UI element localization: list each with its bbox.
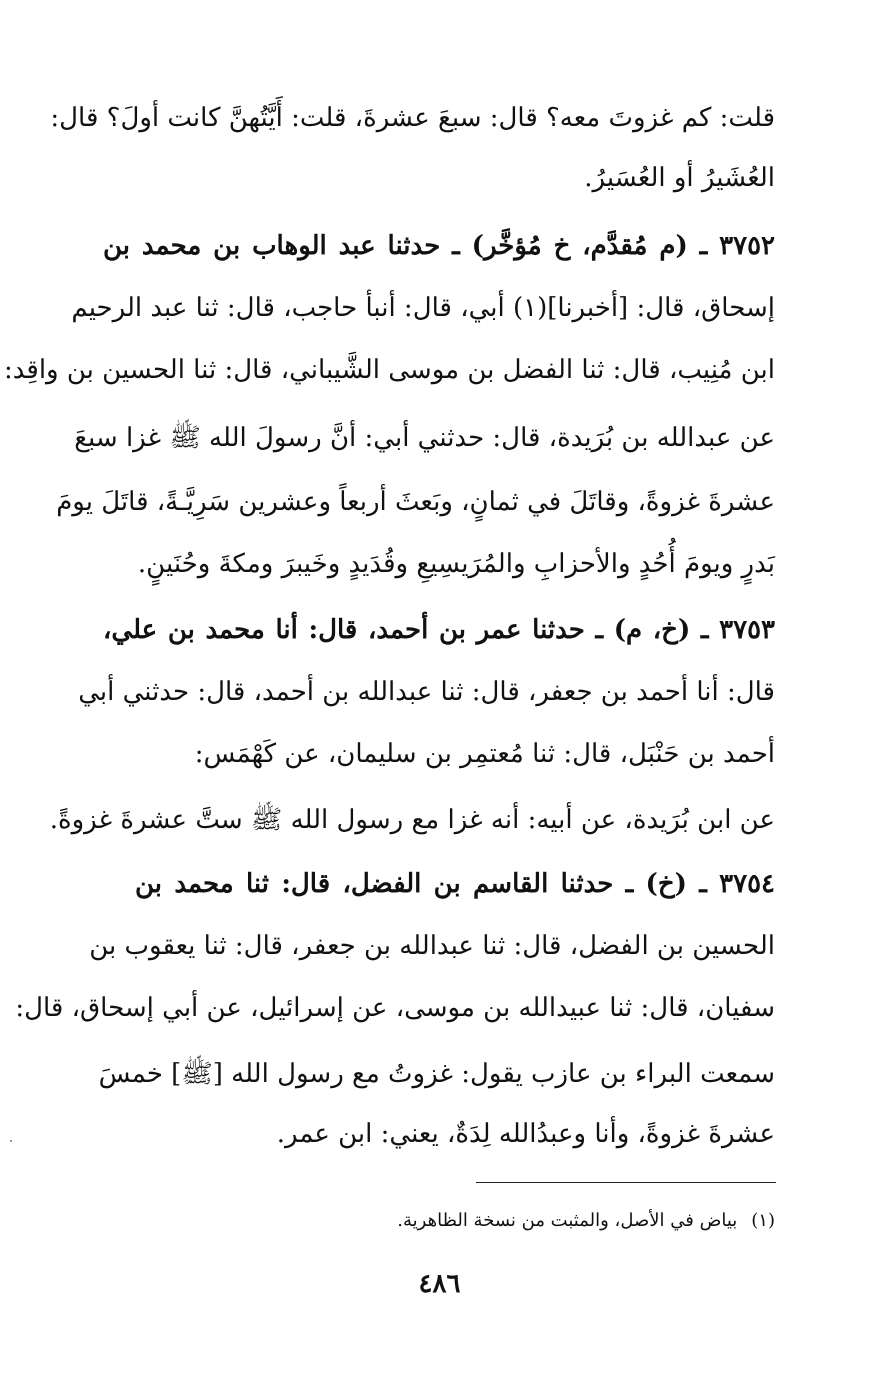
text-line: سفيان، قال: ثنا عبيدالله بن موسى، عن إسرائيل، عن أبي إسحاق، قال: [15, 993, 775, 1023]
text-line: العُشَيرُ أو العُسَيرُ. [584, 163, 775, 193]
text-line: قلت: كم غزوتَ معه؟ قال: سبعَ عشرةَ، قلت: أَيَّتُهنَّ كانت أولَ؟ قال: [50, 103, 775, 133]
footnote-text: بياض في الأصل، والمثبت من نسخة الظاهرية. [397, 1210, 738, 1231]
text-line: عن ابن بُرَيدة، عن أبيه: أنه غزا مع رسول الله ﷺ ستَّ عشرةَ غزوةً. [49, 805, 775, 835]
footnote-number: (١) [751, 1210, 775, 1231]
footnote [397, 1204, 775, 1238]
hadith-3754-heading-line: ٣٧٥٤ ـ (خ) ـ حدثنا القاسم بن الفضل، قال: ثنا محمد بن [135, 869, 775, 899]
hadith-3753-heading-line: ٣٧٥٣ ـ (خ، م) ـ حدثنا عمر بن أحمد، قال: أنا محمد بن علي، [103, 615, 775, 645]
text-line: إسحاق، قال: [أخبرنا](١) أبي، قال: أنبأ حاجب، قال: ثنا عبد الرحيم [71, 293, 775, 323]
text-line: عشرةَ غزوةً، وأنا وعبدُالله لِدَةٌ، يعني: ابن عمر. [276, 1119, 775, 1149]
hadith-3752-heading-line: ٣٧٥٢ ـ (م مُقدَّم، خ مُؤخَّر) ـ حدثنا عبد الوهاب بن محمد بن [103, 231, 775, 261]
text-line: عشرةَ غزوةً، وقاتَلَ في ثمانٍ، وبَعثَ أربعاً وعشرين سَرِيَّـةً، قاتَلَ يومَ [56, 487, 775, 517]
footnote-separator [476, 1182, 776, 1183]
text-line: سمعت البراء بن عازب يقول: غزوتُ مع رسول الله [ﷺ] خمسَ [98, 1059, 775, 1089]
text-line: بَدرٍ ويومَ أُحُدٍ والأحزابِ والمُرَيسِيعِ وقُدَيدٍ وخَيبرَ ومكةَ وحُنَينٍ. [137, 549, 775, 579]
text-line: قال: أنا أحمد بن جعفر، قال: ثنا عبدالله بن أحمد، قال: حدثني أبي [78, 677, 775, 707]
text-line: أحمد بن حَنْبَل، قال: ثنا مُعتمِر بن سليمان، عن كَهْمَس: [194, 739, 775, 769]
scan-speck [10, 1140, 12, 1142]
text-line: ابن مُنِيب، قال: ثنا الفضل بن موسى الشَّيباني، قال: ثنا الحسين بن واقِد: [3, 355, 775, 385]
text-line: الحسين بن الفضل، قال: ثنا عبدالله بن جعفر، قال: ثنا يعقوب بن [89, 931, 775, 961]
page-number: ٤٨٦ [418, 1269, 461, 1299]
text-line: عن عبدالله بن بُرَيدة، قال: حدثني أبي: أنَّ رسولَ الله ﷺ غزا سبعَ [74, 423, 775, 453]
